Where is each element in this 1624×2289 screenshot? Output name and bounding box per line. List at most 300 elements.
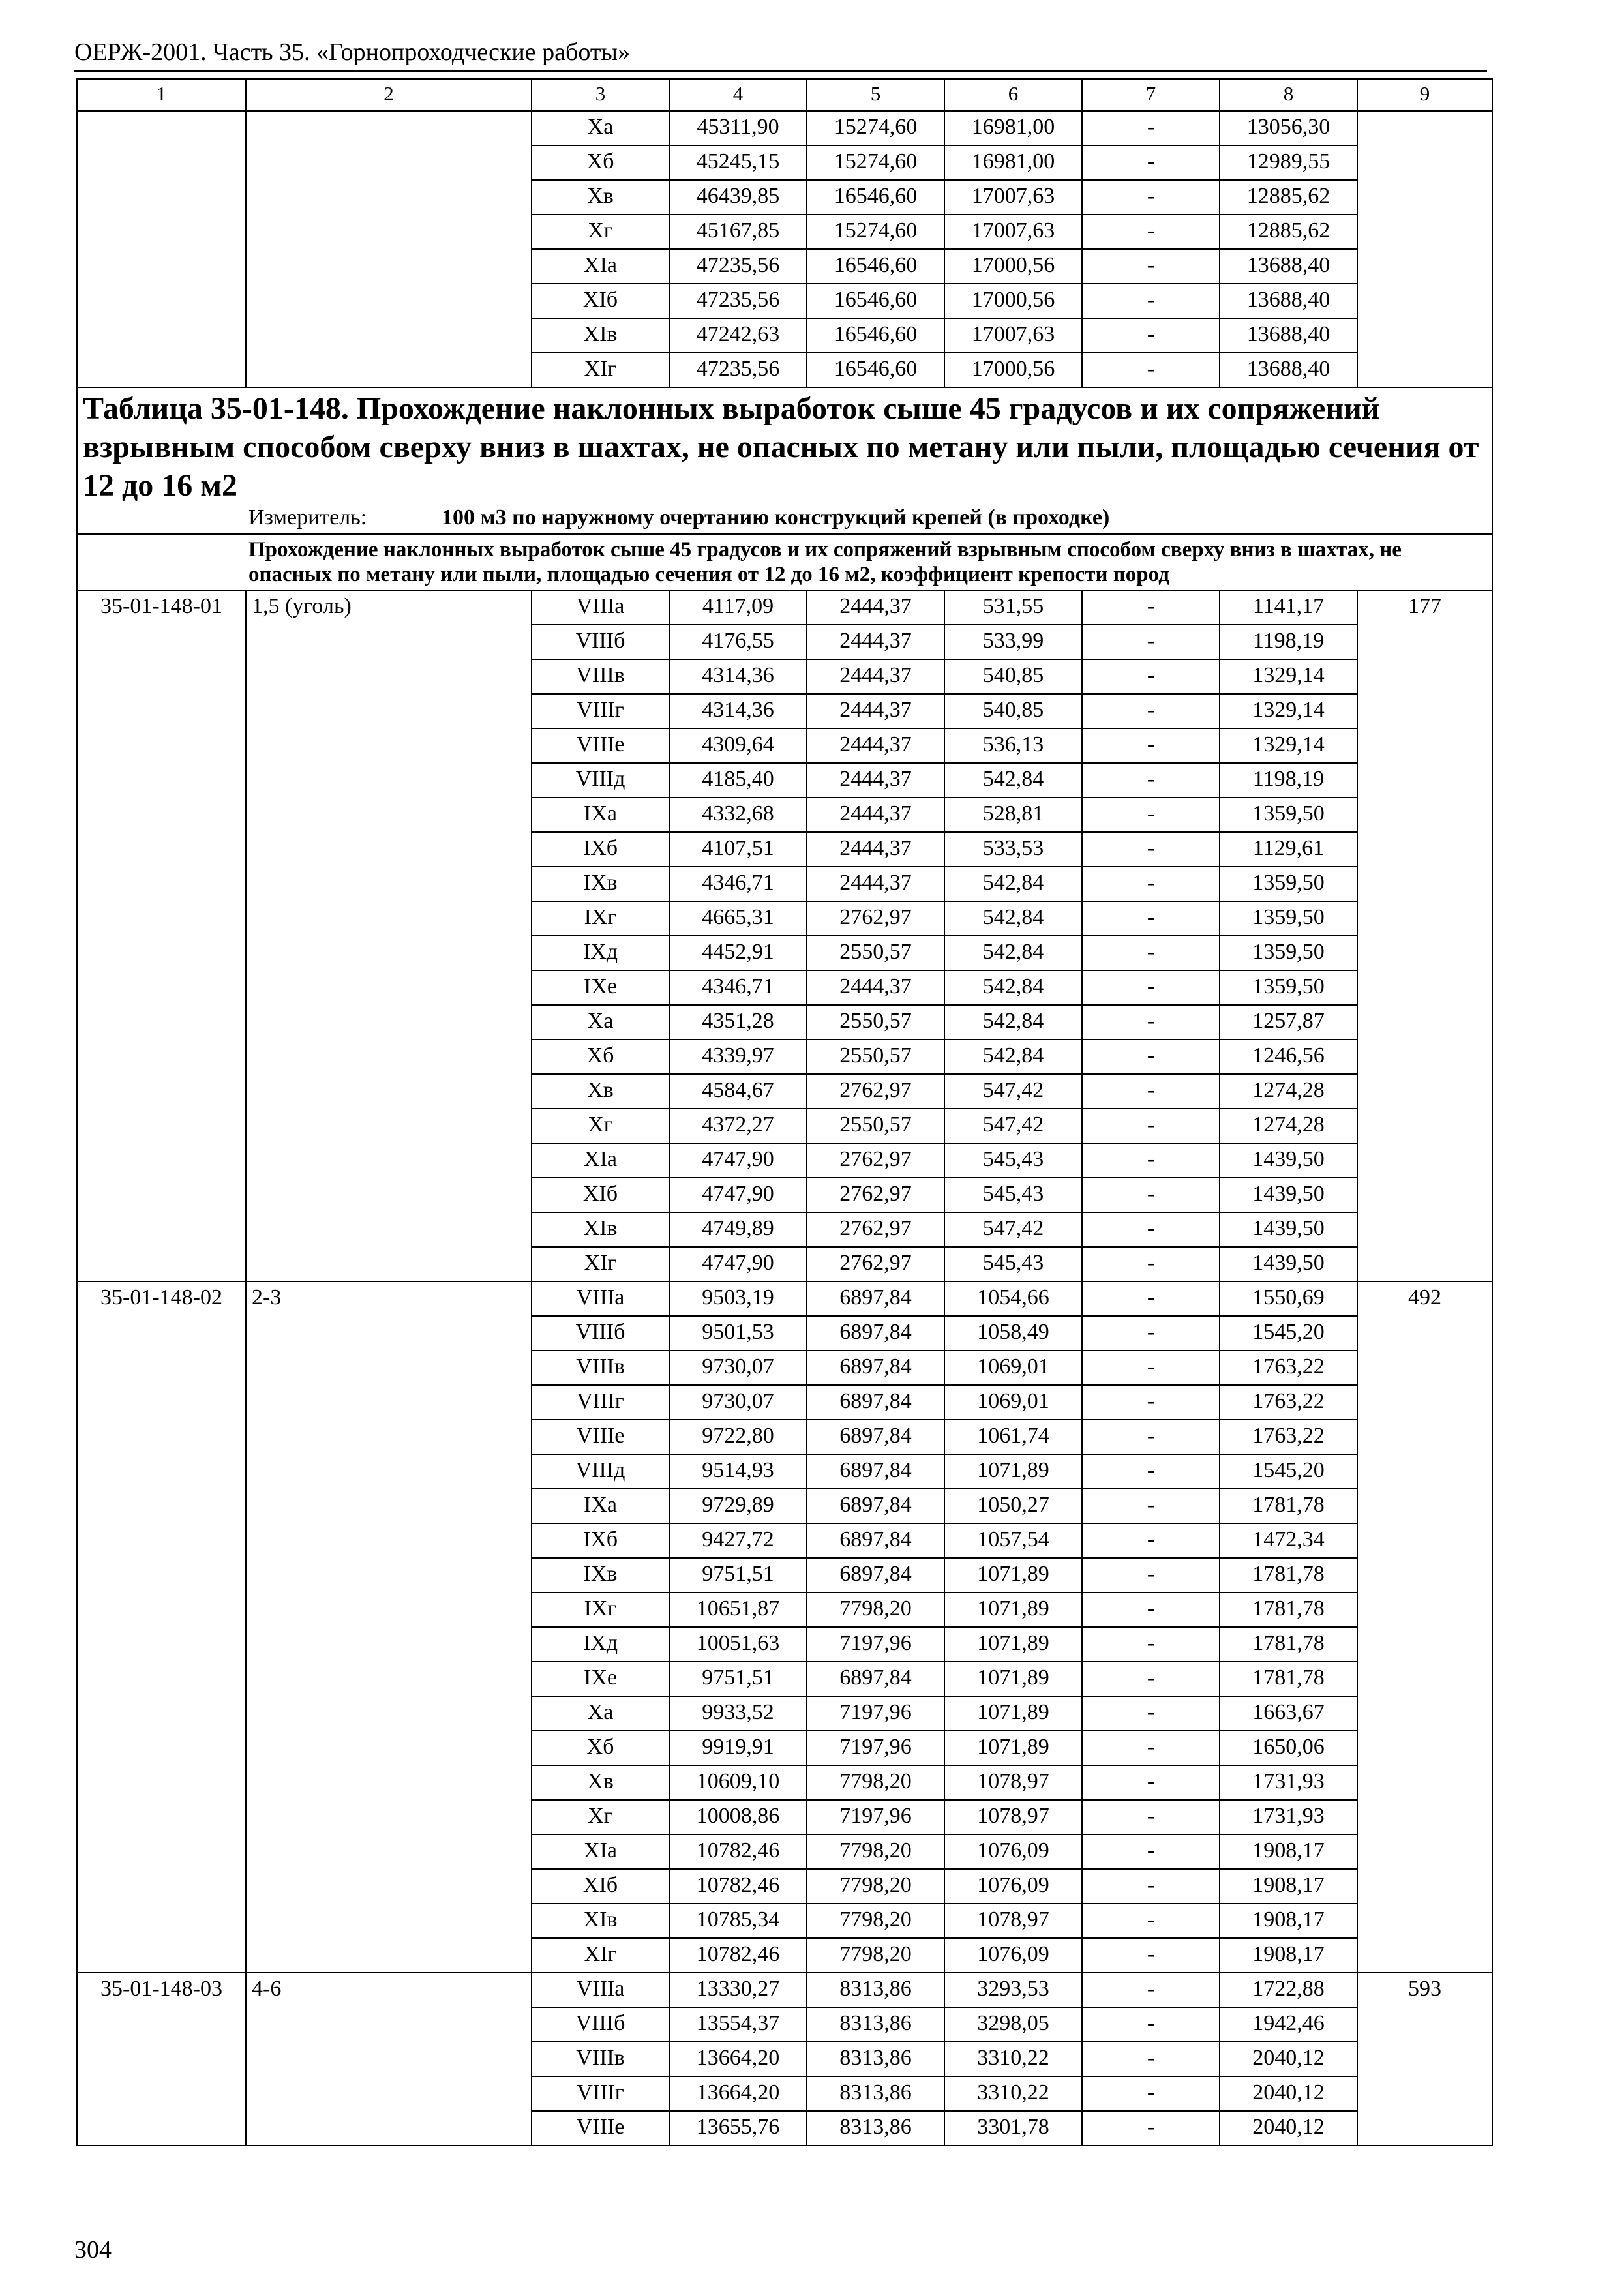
- material-costs: 1198,19: [1220, 763, 1357, 798]
- direct-costs: 4346,71: [669, 867, 807, 901]
- machine-costs: 1071,89: [944, 1558, 1082, 1593]
- driver-wages: -: [1082, 1005, 1220, 1040]
- machine-costs: 547,42: [944, 1212, 1082, 1247]
- material-costs: 1781,78: [1220, 1558, 1357, 1593]
- machine-costs: 545,43: [944, 1143, 1082, 1178]
- machine-costs: 1071,89: [944, 1454, 1082, 1489]
- labor-wages: 16546,60: [807, 180, 944, 215]
- labor-hours: 492: [1357, 1281, 1492, 1973]
- machine-costs: 3298,05: [944, 2007, 1082, 2042]
- material-costs: 13688,40: [1220, 318, 1357, 353]
- direct-costs: 4176,55: [669, 625, 807, 659]
- labor-wages: 16546,60: [807, 353, 944, 387]
- section-category: Xб: [532, 1040, 669, 1074]
- machine-costs: 1058,49: [944, 1316, 1082, 1351]
- machine-costs: 1050,27: [944, 1489, 1082, 1523]
- labor-wages: 6897,84: [807, 1316, 944, 1351]
- section-category: XIв: [532, 318, 669, 353]
- section-category: Xг: [532, 215, 669, 249]
- direct-costs: 47235,56: [669, 353, 807, 387]
- labor-wages: 16546,60: [807, 318, 944, 353]
- material-costs: 1908,17: [1220, 1869, 1357, 1904]
- material-costs: 1550,69: [1220, 1281, 1357, 1316]
- labor-wages: 2444,37: [807, 625, 944, 659]
- driver-wages: -: [1082, 284, 1220, 318]
- labor-hours: 593: [1357, 1973, 1492, 2146]
- section-category: IXб: [532, 832, 669, 867]
- direct-costs: 10782,46: [669, 1869, 807, 1904]
- direct-costs: 4346,71: [669, 970, 807, 1005]
- direct-costs: 4185,40: [669, 763, 807, 798]
- material-costs: 1763,22: [1220, 1385, 1357, 1420]
- labor-wages: 7798,20: [807, 1765, 944, 1800]
- machine-costs: 1057,54: [944, 1523, 1082, 1558]
- section-category: VIIIa: [532, 1281, 669, 1316]
- machine-costs: 17007,63: [944, 215, 1082, 249]
- labor-wages: 6897,84: [807, 1558, 944, 1593]
- empty-cell: [246, 111, 532, 387]
- material-costs: 1731,93: [1220, 1765, 1357, 1800]
- column-number: 7: [1082, 79, 1220, 111]
- section-category: VIIIб: [532, 1316, 669, 1351]
- column-number: 3: [532, 79, 669, 111]
- section-category: Xв: [532, 1074, 669, 1109]
- labor-wages: 7798,20: [807, 1938, 944, 1973]
- driver-wages: -: [1082, 798, 1220, 832]
- direct-costs: 4372,27: [669, 1109, 807, 1143]
- labor-wages: 2444,37: [807, 728, 944, 763]
- machine-costs: 533,99: [944, 625, 1082, 659]
- machine-costs: 16981,00: [944, 111, 1082, 145]
- direct-costs: 47235,56: [669, 284, 807, 318]
- driver-wages: -: [1082, 1765, 1220, 1800]
- direct-costs: 9427,72: [669, 1523, 807, 1558]
- section-category: IXг: [532, 1593, 669, 1627]
- labor-wages: 2762,97: [807, 901, 944, 936]
- direct-costs: 4749,89: [669, 1212, 807, 1247]
- measure-label: Измеритель:: [248, 505, 367, 530]
- table-title: Таблица 35-01-148. Прохождение наклонных выработок сыше 45 градусов и их сопряжений взрывным способом сверху вниз в шахтах, не опасных по метану или пыли, площадью сечения от 12 до 16 м2: [77, 387, 1492, 505]
- section-category: VIIIд: [532, 763, 669, 798]
- material-costs: 12989,55: [1220, 145, 1357, 180]
- section-category: VIIIг: [532, 1385, 669, 1420]
- material-costs: 1439,50: [1220, 1247, 1357, 1281]
- direct-costs: 4339,97: [669, 1040, 807, 1074]
- section-category: VIIIе: [532, 2111, 669, 2146]
- labor-wages: 15274,60: [807, 215, 944, 249]
- driver-wages: -: [1082, 901, 1220, 936]
- machine-costs: 542,84: [944, 1040, 1082, 1074]
- machine-costs: 1054,66: [944, 1281, 1082, 1316]
- material-costs: 1246,56: [1220, 1040, 1357, 1074]
- material-costs: 1781,78: [1220, 1662, 1357, 1696]
- machine-costs: 17000,56: [944, 249, 1082, 284]
- section-category: IXв: [532, 1558, 669, 1593]
- section-category: VIIIв: [532, 1351, 669, 1385]
- direct-costs: 9919,91: [669, 1731, 807, 1765]
- measure-value: 100 м3 по наружному очертанию конструкций крепей (в проходке): [442, 505, 1110, 530]
- machine-costs: 536,13: [944, 728, 1082, 763]
- driver-wages: -: [1082, 1904, 1220, 1938]
- driver-wages: -: [1082, 1316, 1220, 1351]
- machine-costs: 542,84: [944, 936, 1082, 970]
- machine-costs: 3301,78: [944, 2111, 1082, 2146]
- material-costs: 1472,34: [1220, 1523, 1357, 1558]
- direct-costs: 9751,51: [669, 1662, 807, 1696]
- direct-costs: 4665,31: [669, 901, 807, 936]
- material-costs: 1763,22: [1220, 1351, 1357, 1385]
- section-category: Xг: [532, 1109, 669, 1143]
- page-header: ОЕРЖ-2001. Часть 35. «Горнопроходческие работы»: [74, 38, 630, 66]
- material-costs: 1257,87: [1220, 1005, 1357, 1040]
- material-costs: 1781,78: [1220, 1489, 1357, 1523]
- material-costs: 1274,28: [1220, 1109, 1357, 1143]
- material-costs: 1141,17: [1220, 590, 1357, 625]
- material-costs: 1781,78: [1220, 1627, 1357, 1662]
- machine-costs: 533,53: [944, 832, 1082, 867]
- machine-costs: 1071,89: [944, 1696, 1082, 1731]
- labor-wages: 2762,97: [807, 1074, 944, 1109]
- machine-costs: 542,84: [944, 970, 1082, 1005]
- driver-wages: -: [1082, 1800, 1220, 1834]
- labor-wages: 2550,57: [807, 1005, 944, 1040]
- driver-wages: -: [1082, 180, 1220, 215]
- material-costs: 12885,62: [1220, 180, 1357, 215]
- material-costs: 2040,12: [1220, 2111, 1357, 2146]
- direct-costs: 13554,37: [669, 2007, 807, 2042]
- material-costs: 1722,88: [1220, 1973, 1357, 2007]
- machine-costs: 528,81: [944, 798, 1082, 832]
- driver-wages: -: [1082, 1973, 1220, 2007]
- direct-costs: 10051,63: [669, 1627, 807, 1662]
- section-category: Xa: [532, 111, 669, 145]
- direct-costs: 4107,51: [669, 832, 807, 867]
- column-number-row: [77, 79, 1492, 111]
- labor-wages: 2444,37: [807, 832, 944, 867]
- driver-wages: -: [1082, 2042, 1220, 2076]
- machine-costs: 1076,09: [944, 1869, 1082, 1904]
- driver-wages: -: [1082, 1420, 1220, 1454]
- rock-hardness: 4-6: [246, 1973, 532, 2146]
- table-row: [77, 1973, 1492, 2007]
- driver-wages: -: [1082, 1454, 1220, 1489]
- direct-costs: 13330,27: [669, 1973, 807, 2007]
- driver-wages: -: [1082, 111, 1220, 145]
- section-category: XIг: [532, 1938, 669, 1973]
- direct-costs: 4747,90: [669, 1247, 807, 1281]
- machine-costs: 1071,89: [944, 1593, 1082, 1627]
- driver-wages: -: [1082, 1938, 1220, 1973]
- driver-wages: -: [1082, 1109, 1220, 1143]
- section-category: XIв: [532, 1904, 669, 1938]
- section-category: VIIIг: [532, 694, 669, 728]
- driver-wages: -: [1082, 832, 1220, 867]
- driver-wages: -: [1082, 763, 1220, 798]
- material-costs: 1359,50: [1220, 936, 1357, 970]
- labor-wages: 6897,84: [807, 1489, 944, 1523]
- direct-costs: 4351,28: [669, 1005, 807, 1040]
- section-category: IXв: [532, 867, 669, 901]
- machine-costs: 1061,74: [944, 1420, 1082, 1454]
- material-costs: 1359,50: [1220, 867, 1357, 901]
- section-category: Xв: [532, 1765, 669, 1800]
- empty-cell: [77, 111, 246, 387]
- section-category: IXе: [532, 970, 669, 1005]
- driver-wages: -: [1082, 2111, 1220, 2146]
- labor-wages: 2762,97: [807, 1178, 944, 1212]
- material-costs: 2040,12: [1220, 2076, 1357, 2111]
- labor-wages: 6897,84: [807, 1523, 944, 1558]
- table-row: [77, 590, 1492, 625]
- table-title-row: [77, 387, 1492, 505]
- driver-wages: -: [1082, 1178, 1220, 1212]
- section-category: IXa: [532, 1489, 669, 1523]
- driver-wages: -: [1082, 1731, 1220, 1765]
- machine-costs: 542,84: [944, 867, 1082, 901]
- labor-wages: 15274,60: [807, 145, 944, 180]
- rock-hardness: 2-3: [246, 1281, 532, 1973]
- header-rule: [74, 70, 1487, 72]
- labor-wages: 8313,86: [807, 2076, 944, 2111]
- section-category: VIIIб: [532, 2007, 669, 2042]
- column-number: 6: [944, 79, 1082, 111]
- machine-costs: 1078,97: [944, 1765, 1082, 1800]
- material-costs: 1650,06: [1220, 1731, 1357, 1765]
- material-costs: 1129,61: [1220, 832, 1357, 867]
- column-number: 9: [1357, 79, 1492, 111]
- labor-wages: 7798,20: [807, 1834, 944, 1869]
- material-costs: 1763,22: [1220, 1420, 1357, 1454]
- direct-costs: 9501,53: [669, 1316, 807, 1351]
- labor-wages: 2550,57: [807, 1040, 944, 1074]
- labor-wages: 2444,37: [807, 659, 944, 694]
- section-category: IXa: [532, 798, 669, 832]
- material-costs: 1781,78: [1220, 1593, 1357, 1627]
- driver-wages: -: [1082, 1281, 1220, 1316]
- machine-costs: 1069,01: [944, 1385, 1082, 1420]
- direct-costs: 46439,85: [669, 180, 807, 215]
- driver-wages: -: [1082, 1869, 1220, 1904]
- section-category: IXд: [532, 936, 669, 970]
- labor-wages: 8313,86: [807, 2111, 944, 2146]
- driver-wages: -: [1082, 249, 1220, 284]
- labor-wages: 6897,84: [807, 1385, 944, 1420]
- page-number: 304: [74, 2236, 112, 2264]
- column-number: 8: [1220, 79, 1357, 111]
- direct-costs: 13655,76: [669, 2111, 807, 2146]
- labor-wages: 2444,37: [807, 867, 944, 901]
- machine-costs: 547,42: [944, 1074, 1082, 1109]
- material-costs: 1908,17: [1220, 1904, 1357, 1938]
- material-costs: 1359,50: [1220, 798, 1357, 832]
- machine-costs: 1071,89: [944, 1731, 1082, 1765]
- driver-wages: -: [1082, 1489, 1220, 1523]
- direct-costs: 47235,56: [669, 249, 807, 284]
- section-category: VIIIе: [532, 1420, 669, 1454]
- rate-code: 35-01-148-03: [77, 1973, 246, 2146]
- section-category: XIг: [532, 1247, 669, 1281]
- column-number: 4: [669, 79, 807, 111]
- machine-costs: 16981,00: [944, 145, 1082, 180]
- driver-wages: -: [1082, 215, 1220, 249]
- direct-costs: 9722,80: [669, 1420, 807, 1454]
- labor-wages: 15274,60: [807, 111, 944, 145]
- direct-costs: 10609,10: [669, 1765, 807, 1800]
- direct-costs: 4452,91: [669, 936, 807, 970]
- material-costs: 1908,17: [1220, 1938, 1357, 1973]
- section-category: VIIIa: [532, 1973, 669, 2007]
- labor-wages: 6897,84: [807, 1454, 944, 1489]
- labor-wages: 7197,96: [807, 1696, 944, 1731]
- direct-costs: 4314,36: [669, 694, 807, 728]
- section-category: Xг: [532, 1800, 669, 1834]
- direct-costs: 9751,51: [669, 1558, 807, 1593]
- column-number: 1: [77, 79, 246, 111]
- driver-wages: -: [1082, 1385, 1220, 1420]
- driver-wages: -: [1082, 590, 1220, 625]
- driver-wages: -: [1082, 353, 1220, 387]
- driver-wages: -: [1082, 1523, 1220, 1558]
- machine-costs: 540,85: [944, 694, 1082, 728]
- material-costs: 1663,67: [1220, 1696, 1357, 1731]
- material-costs: 1439,50: [1220, 1178, 1357, 1212]
- section-category: XIa: [532, 1143, 669, 1178]
- machine-costs: 3293,53: [944, 1973, 1082, 2007]
- section-category: XIб: [532, 284, 669, 318]
- section-category: IXг: [532, 901, 669, 936]
- driver-wages: -: [1082, 728, 1220, 763]
- labor-wages: 7197,96: [807, 1731, 944, 1765]
- direct-costs: 13664,20: [669, 2042, 807, 2076]
- driver-wages: -: [1082, 1351, 1220, 1385]
- direct-costs: 4309,64: [669, 728, 807, 763]
- direct-costs: 4314,36: [669, 659, 807, 694]
- section-category: XIa: [532, 1834, 669, 1869]
- direct-costs: 10782,46: [669, 1938, 807, 1973]
- material-costs: 13688,40: [1220, 353, 1357, 387]
- labor-wages: 2444,37: [807, 798, 944, 832]
- section-category: Xa: [532, 1696, 669, 1731]
- material-costs: 1359,50: [1220, 901, 1357, 936]
- machine-costs: 17007,63: [944, 180, 1082, 215]
- direct-costs: 9503,19: [669, 1281, 807, 1316]
- direct-costs: 4332,68: [669, 798, 807, 832]
- driver-wages: -: [1082, 1662, 1220, 1696]
- section-category: VIIIa: [532, 590, 669, 625]
- section-category: VIIIе: [532, 728, 669, 763]
- labor-wages: 2550,57: [807, 1109, 944, 1143]
- driver-wages: -: [1082, 1212, 1220, 1247]
- rates-table: [76, 78, 1493, 2146]
- labor-wages: 6897,84: [807, 1420, 944, 1454]
- driver-wages: -: [1082, 145, 1220, 180]
- section-category: IXд: [532, 1627, 669, 1662]
- direct-costs: 45311,90: [669, 111, 807, 145]
- driver-wages: -: [1082, 1040, 1220, 1074]
- material-costs: 1942,46: [1220, 2007, 1357, 2042]
- labor-hours: 177: [1357, 590, 1492, 1281]
- driver-wages: -: [1082, 1143, 1220, 1178]
- driver-wages: -: [1082, 1834, 1220, 1869]
- machine-costs: 3310,22: [944, 2076, 1082, 2111]
- labor-wages: 2550,57: [807, 936, 944, 970]
- labor-wages: 8313,86: [807, 2007, 944, 2042]
- section-category: XIa: [532, 249, 669, 284]
- direct-costs: 47242,63: [669, 318, 807, 353]
- labor-wages: 7798,20: [807, 1904, 944, 1938]
- driver-wages: -: [1082, 936, 1220, 970]
- labor-wages: 8313,86: [807, 1973, 944, 2007]
- machine-costs: 1076,09: [944, 1834, 1082, 1869]
- empty-cell: [1357, 111, 1492, 387]
- driver-wages: -: [1082, 1247, 1220, 1281]
- direct-costs: 10651,87: [669, 1593, 807, 1627]
- direct-costs: 9514,93: [669, 1454, 807, 1489]
- labor-wages: 16546,60: [807, 284, 944, 318]
- table-row: [77, 1281, 1492, 1316]
- section-category: XIб: [532, 1869, 669, 1904]
- machine-costs: 1069,01: [944, 1351, 1082, 1385]
- driver-wages: -: [1082, 867, 1220, 901]
- section-category: VIIIд: [532, 1454, 669, 1489]
- column-number: 2: [246, 79, 532, 111]
- section-category: Xб: [532, 145, 669, 180]
- driver-wages: -: [1082, 625, 1220, 659]
- labor-wages: 2762,97: [807, 1143, 944, 1178]
- machine-costs: 542,84: [944, 1005, 1082, 1040]
- material-costs: 1329,14: [1220, 659, 1357, 694]
- direct-costs: 4584,67: [669, 1074, 807, 1109]
- labor-wages: 2444,37: [807, 694, 944, 728]
- labor-wages: 2444,37: [807, 590, 944, 625]
- direct-costs: 45167,85: [669, 215, 807, 249]
- machine-costs: 3310,22: [944, 2042, 1082, 2076]
- labor-wages: 2762,97: [807, 1212, 944, 1247]
- material-costs: 13056,30: [1220, 111, 1357, 145]
- direct-costs: 10008,86: [669, 1800, 807, 1834]
- material-costs: 1274,28: [1220, 1074, 1357, 1109]
- section-category: IXб: [532, 1523, 669, 1558]
- driver-wages: -: [1082, 970, 1220, 1005]
- section-category: VIIIв: [532, 2042, 669, 2076]
- direct-costs: 10782,46: [669, 1834, 807, 1869]
- material-costs: 1329,14: [1220, 694, 1357, 728]
- labor-wages: 7197,96: [807, 1800, 944, 1834]
- material-costs: 12885,62: [1220, 215, 1357, 249]
- driver-wages: -: [1082, 659, 1220, 694]
- column-number: 5: [807, 79, 944, 111]
- material-costs: 1439,50: [1220, 1212, 1357, 1247]
- machine-costs: 1071,89: [944, 1662, 1082, 1696]
- labor-wages: 2444,37: [807, 763, 944, 798]
- labor-wages: 6897,84: [807, 1662, 944, 1696]
- table-row: [77, 111, 1492, 145]
- section-category: VIIIг: [532, 2076, 669, 2111]
- machine-costs: 1071,89: [944, 1627, 1082, 1662]
- machine-costs: 1078,97: [944, 1904, 1082, 1938]
- section-category: Xa: [532, 1005, 669, 1040]
- direct-costs: 9933,52: [669, 1696, 807, 1731]
- driver-wages: -: [1082, 318, 1220, 353]
- labor-wages: 6897,84: [807, 1351, 944, 1385]
- material-costs: 1439,50: [1220, 1143, 1357, 1178]
- machine-costs: 531,55: [944, 590, 1082, 625]
- direct-costs: 45245,15: [669, 145, 807, 180]
- machine-costs: 17007,63: [944, 318, 1082, 353]
- labor-wages: 7197,96: [807, 1627, 944, 1662]
- machine-costs: 1078,97: [944, 1800, 1082, 1834]
- labor-wages: 2762,97: [807, 1247, 944, 1281]
